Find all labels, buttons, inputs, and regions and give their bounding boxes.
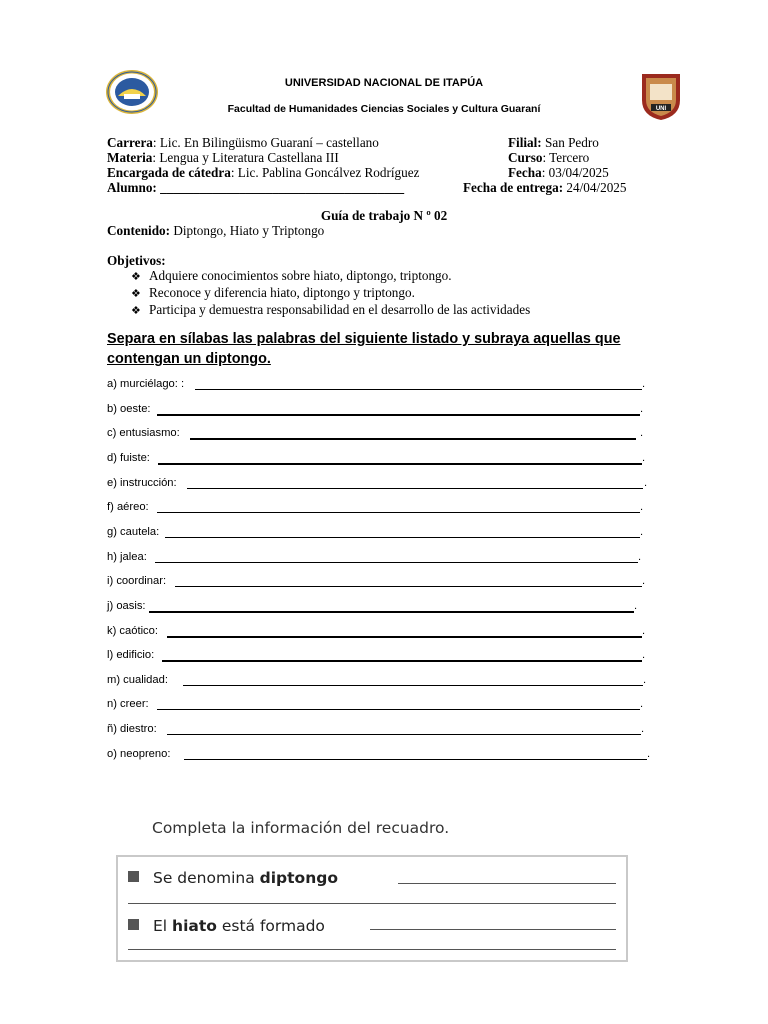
- university-name: UNIVERSIDAD NACIONAL DE ITAPÚA: [284, 77, 484, 89]
- row2-suffix: está formado: [216, 917, 325, 935]
- square-bullet-icon: [128, 871, 139, 882]
- answer-line[interactable]: [187, 488, 643, 489]
- word-row: [107, 673, 652, 689]
- course-info-right: [508, 135, 609, 180]
- end-mark: .: [647, 748, 651, 760]
- entrega-value: 24/04/2025: [563, 180, 627, 195]
- word-label: c) entusiasmo:: [107, 427, 180, 439]
- objectives-list: [131, 268, 530, 319]
- filial-label: Filial:: [508, 135, 542, 150]
- answer-line[interactable]: [157, 709, 640, 710]
- fecha-value: : 03/04/2025: [541, 165, 609, 180]
- answer-line[interactable]: [158, 463, 642, 465]
- contenido-value: Diptongo, Hiato y Triptongo: [170, 223, 325, 238]
- answer-line[interactable]: [165, 537, 640, 538]
- end-mark: .: [642, 452, 646, 464]
- diamond-bullet-icon: ❖: [131, 288, 141, 300]
- encargada-value: : Lic. Pablina Goncálvez Rodríguez: [230, 165, 420, 180]
- carrera-value: : Lic. En Bilingüismo Guaraní – castellano: [152, 135, 379, 150]
- word-row: [107, 402, 652, 418]
- box-row-hiato: [128, 917, 325, 935]
- svg-text:UNI: UNI: [655, 106, 667, 112]
- answer-line[interactable]: [184, 759, 647, 760]
- diamond-bullet-icon: ❖: [131, 271, 141, 283]
- fecha-label: Fecha: [508, 165, 542, 180]
- end-mark: .: [642, 575, 646, 587]
- word-row: [107, 426, 652, 442]
- end-mark: .: [643, 674, 647, 686]
- square-bullet-icon: [128, 919, 139, 930]
- row2-bold: hiato: [172, 917, 217, 935]
- word-label: o) neopreno:: [107, 748, 171, 760]
- answer-line[interactable]: [155, 562, 638, 563]
- word-label: l) edificio:: [107, 649, 155, 661]
- word-row: [107, 648, 652, 664]
- end-mark: .: [642, 378, 646, 390]
- end-mark: .: [641, 723, 645, 735]
- word-label: j) oasis:: [107, 600, 146, 612]
- answer-line[interactable]: [167, 734, 641, 735]
- faculty-name: Facultad de Humanidades Ciencias Sociales y Cultura Guaraní: [227, 103, 541, 115]
- end-mark: .: [640, 526, 644, 538]
- word-row: [107, 377, 652, 393]
- word-label: m) cualidad:: [107, 674, 168, 686]
- answer-line[interactable]: [128, 949, 616, 950]
- word-label: a) murciélago: :: [107, 378, 185, 390]
- answer-line[interactable]: [183, 685, 643, 686]
- answer-line[interactable]: [167, 636, 642, 638]
- word-label: i) coordinar:: [107, 575, 167, 587]
- objectives-heading: Objetivos:: [107, 253, 166, 268]
- end-mark: .: [638, 551, 642, 563]
- carrera-label: Carrera: [107, 135, 153, 150]
- end-mark: .: [642, 649, 646, 661]
- answer-line[interactable]: [149, 611, 634, 613]
- box-title: Completa la información del recuadro.: [152, 819, 450, 837]
- diamond-bullet-icon: ❖: [131, 305, 141, 317]
- guide-title: Guía de trabajo N º 02: [320, 208, 448, 223]
- objective-item: ❖ Adquiere conocimientos sobre hiato, diptongo, triptongo.: [131, 268, 452, 283]
- word-label: h) jalea:: [107, 551, 147, 563]
- answer-line[interactable]: [195, 389, 642, 390]
- row2-prefix: El: [153, 917, 173, 935]
- word-row: [107, 722, 652, 738]
- word-row: [107, 500, 652, 516]
- answer-line[interactable]: [157, 414, 640, 416]
- alumno-label: Alumno:: [107, 180, 161, 195]
- curso-label: Curso: [508, 150, 543, 165]
- word-row: [107, 599, 652, 615]
- content-line: [107, 223, 324, 239]
- curso-value: : Tercero: [542, 150, 590, 165]
- word-row: [107, 550, 652, 566]
- end-mark: .: [640, 501, 644, 513]
- answer-line[interactable]: [398, 883, 616, 884]
- end-mark: .: [634, 600, 638, 612]
- course-info-left: [107, 135, 419, 195]
- word-label: f) aéreo:: [107, 501, 149, 513]
- word-row: [107, 476, 652, 492]
- delivery-date: [463, 180, 626, 195]
- box-row-diptongo: [128, 869, 338, 887]
- answer-line[interactable]: [157, 512, 640, 513]
- exercise-instruction: Separa en sílabas las palabras del siguiente listado y subraya aquellas que contengan un diptongo.: [107, 331, 621, 367]
- answer-line[interactable]: [175, 586, 642, 587]
- objective-item: ❖ Participa y demuestra responsabilidad en el desarrollo de las actividades: [131, 302, 531, 317]
- materia-value: : Lengua y Literatura Castellana III: [152, 150, 339, 165]
- word-label: e) instrucción:: [107, 477, 177, 489]
- word-row: [107, 574, 652, 590]
- alumno-blank-line: _____________________________________: [160, 180, 405, 195]
- materia-label: Materia: [107, 150, 153, 165]
- entrega-label: Fecha de entrega:: [463, 180, 564, 195]
- end-mark: .: [640, 698, 644, 710]
- answer-line[interactable]: [162, 660, 642, 662]
- encargada-label: Encargada de cátedra: [107, 165, 231, 180]
- word-label: d) fuiste:: [107, 452, 150, 464]
- contenido-label: Contenido:: [107, 223, 171, 238]
- word-label: n) creer:: [107, 698, 149, 710]
- row1-bold: diptongo: [259, 869, 338, 887]
- word-label: b) oeste:: [107, 403, 151, 415]
- word-label: ñ) diestro:: [107, 723, 157, 735]
- end-mark: .: [640, 403, 644, 415]
- answer-line[interactable]: [128, 903, 616, 904]
- completion-box: [116, 855, 628, 962]
- row1-prefix: Se denomina: [153, 869, 260, 887]
- objective-item: ❖ Reconoce y diferencia hiato, diptongo y triptongo.: [131, 285, 415, 300]
- answer-line[interactable]: [370, 929, 616, 930]
- word-row: [107, 624, 652, 640]
- word-label: g) cautela:: [107, 526, 160, 538]
- word-label: k) caótico:: [107, 625, 158, 637]
- word-row: [107, 747, 652, 763]
- end-mark: .: [640, 427, 644, 439]
- word-row: [107, 697, 652, 713]
- word-row: [107, 525, 652, 541]
- answer-line[interactable]: [190, 438, 636, 440]
- filial-value: San Pedro: [541, 135, 599, 150]
- end-mark: .: [642, 625, 646, 637]
- word-row: [107, 451, 652, 467]
- end-mark: .: [644, 477, 648, 489]
